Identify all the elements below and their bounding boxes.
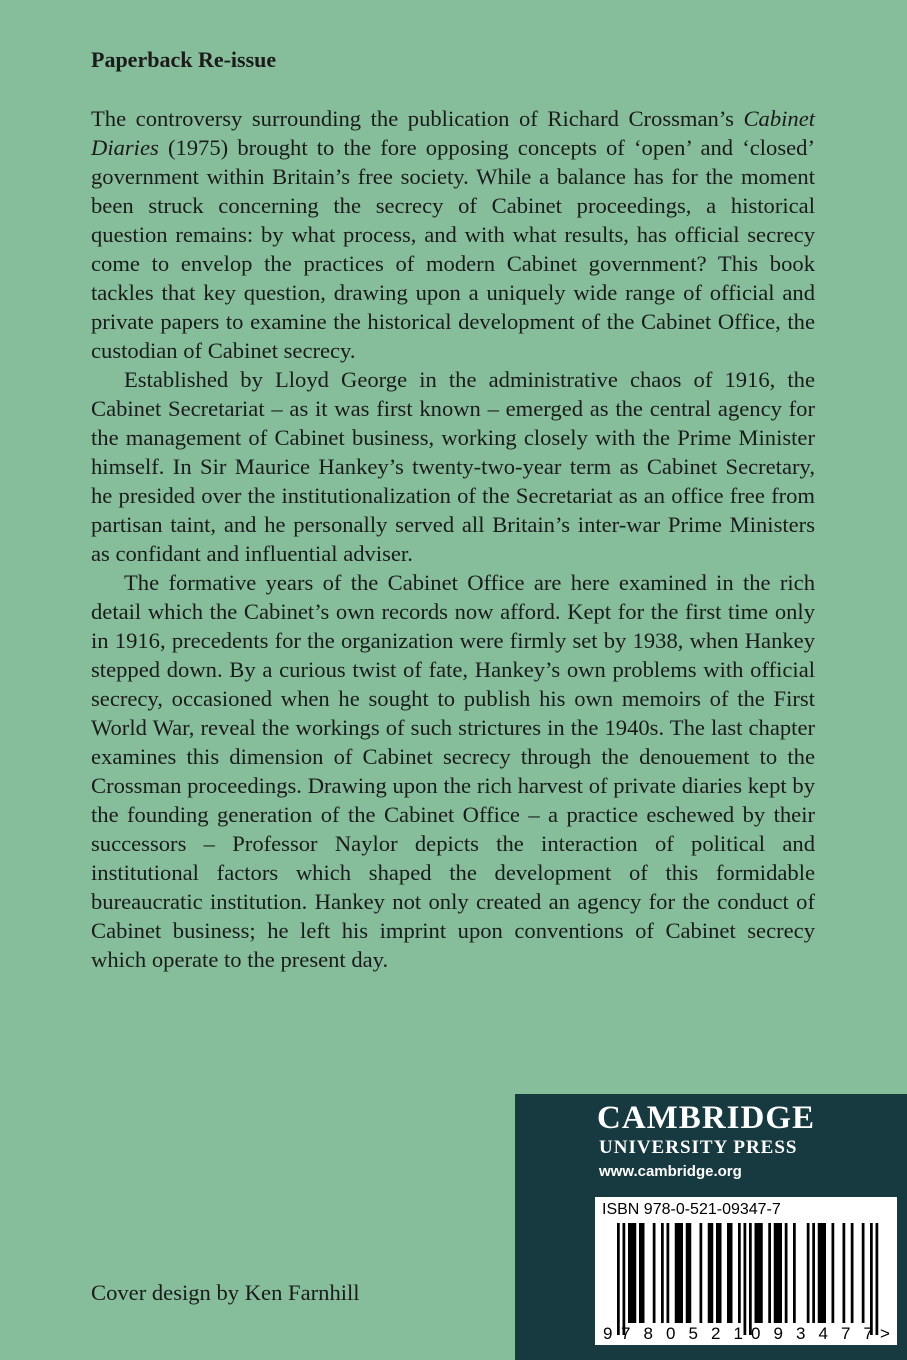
barcode-bar — [793, 1223, 796, 1323]
barcode-left-digits: 780521 — [621, 1324, 743, 1343]
barcode-bar — [708, 1223, 714, 1323]
section-heading: Paperback Re-issue — [91, 47, 277, 72]
barcode-bar — [832, 1223, 835, 1323]
barcode-graphic — [595, 1197, 897, 1345]
paragraph-1-end: (1975) brought to the fore opposing concepts of ‘open’ and ‘closed’ government within Britain’s free society. While a balance has for the moment been struck concerning the secrecy of Cabinet proceedings, a historical question remains: by what process, and with what results, has official secrecy come to envelop the practices of modern Cabinet government? This book tackles that key question, drawing upon a uniquely wide range of official and private papers to examine the historical development of the Cabinet Office, the custodian of Cabinet secrecy. — [91, 135, 815, 363]
blurb-paragraph-3: The formative years of the Cabinet Office are here examined in the rich detail which the Cabinet’s own records now afford. Kept for the first time only in 1916, precedents for the organization were firmly set by 1938, when Hankey stepped down. By a curious twist of fate, Hankey’s own problems with official secrecy, occasioned when he sought to publish his own memoirs of the First World War, reveal the workings of such strictures in the 1940s. The last chapter examines this dimension of Cabinet secrecy through the denouement to the Crossman proceedings. Drawing upon the rich harvest of private diaries kept by the founding generation of the Cabinet Office – a practice eschewed by their successors – Professor Naylor depicts the interaction of political and institutional factors which shaped the development of this formidable bureaucratic institution. Hankey not only created an agency for the conduct of Cabinet business; he left his imprint upon conventions of Cabinet secrecy which operate to the present day. — [91, 570, 815, 972]
barcode-bar — [653, 1223, 656, 1323]
barcode-bar — [700, 1223, 703, 1323]
publisher-panel — [515, 1094, 907, 1360]
book-title-italic: Cabinet Diaries — [91, 106, 815, 160]
barcode-bar — [738, 1223, 741, 1323]
barcode-bar — [807, 1223, 810, 1323]
publisher-press: UNIVERSITY PRESS — [599, 1137, 798, 1158]
barcode-bar — [639, 1223, 645, 1323]
barcode-bar — [785, 1223, 788, 1323]
barcode-bar — [667, 1223, 670, 1323]
blurb-text — [91, 104, 815, 974]
barcode-bar — [818, 1223, 826, 1323]
barcode-right-digits: 093477 — [751, 1324, 873, 1343]
barcode-bar — [749, 1223, 752, 1335]
barcode-bar — [774, 1223, 782, 1323]
barcode-bar — [628, 1223, 636, 1323]
cover-design-credit: Cover design by Ken Farnhill — [91, 1280, 360, 1305]
barcode-bar — [686, 1223, 692, 1323]
blurb-paragraph-2: Established by Lloyd George in the administrative chaos of 1916, the Cabinet Secretariat – as it was first known – emerged as the central agency for the management of Cabinet business, working closely with the Prime Minister himself. In Sir Maurice Hankey’s twenty-two-year term as Cabinet Secretary, he presided over the institutionalization of the Secretariat as an office free from partisan taint, and he personally served all Britain’s inter-war Prime Ministers as confidant and influential adviser. — [91, 367, 815, 566]
isbn-label: ISBN 978-0-521-09347-7 — [602, 1201, 781, 1218]
barcode-bar — [661, 1223, 664, 1323]
barcode-bar — [851, 1223, 854, 1323]
barcode-bars — [617, 1223, 878, 1335]
barcode-bar — [876, 1223, 879, 1335]
barcode-bar — [716, 1223, 722, 1323]
blurb-paragraph-1 — [91, 104, 815, 365]
barcode-bar — [675, 1223, 683, 1323]
barcode-bar — [862, 1223, 865, 1323]
paragraph-1-start: The controversy surrounding the publication of Richard Crossman’s — [91, 106, 744, 131]
barcode-bar — [623, 1223, 626, 1335]
barcode-bar — [755, 1223, 763, 1323]
barcode-bar — [768, 1223, 771, 1323]
barcode-bar — [812, 1223, 815, 1323]
publisher-url: www.cambridge.org — [599, 1163, 742, 1180]
barcode-bar — [727, 1223, 733, 1323]
barcode-bar — [843, 1223, 846, 1323]
barcode-box — [595, 1197, 897, 1345]
barcode-bar — [870, 1223, 873, 1335]
barcode-first-digit: 9 — [603, 1324, 613, 1343]
publisher-name: CAMBRIDGE — [597, 1100, 816, 1136]
barcode-bar — [617, 1223, 620, 1335]
barcode-quiet-mark: > — [880, 1324, 890, 1343]
barcode-bar — [744, 1223, 747, 1335]
